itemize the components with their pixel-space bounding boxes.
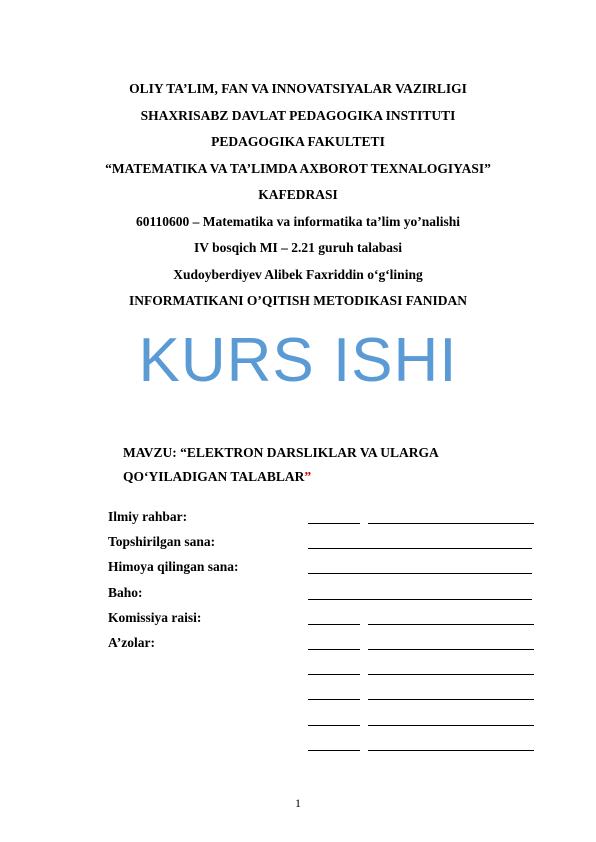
institute-name: SHAXRISABZ DAVLAT PEDAGOGIKA INSTITUTI	[140, 107, 456, 123]
student-name: Xudoyberdiyev Alibek Faxriddin o‘g‘lining	[173, 266, 423, 282]
department-label: KAFEDRASI	[258, 187, 338, 202]
signature-line	[308, 674, 360, 675]
signature-line	[308, 699, 360, 700]
topic-closing-quote: ”	[304, 469, 312, 484]
field-row	[108, 507, 548, 532]
department-name: “MATEMATIKA VA TA’LIMDA AXBOROT TEXNALOGIYASI”	[105, 160, 491, 176]
field-label: Topshirilgan sana:	[108, 534, 216, 550]
field-row	[108, 532, 548, 557]
topic-line-2-text: QO‘YILADIGAN TALABLAR	[123, 469, 305, 484]
field-row	[108, 734, 548, 759]
page-number: 1	[295, 796, 301, 810]
title-page-header	[0, 76, 596, 315]
field-label: Baho:	[108, 584, 143, 600]
topic-line-1: MAVZU: “ELEKTRON DARSLIKLAR VA ULARGA	[123, 445, 439, 460]
field-row	[108, 658, 548, 683]
name-line	[368, 674, 534, 675]
subject-name: INFORMATIKANI O’QITISH METODIKASI FANIDAN	[129, 293, 467, 308]
name-line	[368, 699, 534, 700]
signature-line	[308, 725, 360, 726]
field-row	[108, 608, 548, 633]
program-direction: 60110600 – Matematika va informatika ta’lim yo’nalishi	[136, 213, 460, 229]
signature-line	[308, 523, 360, 524]
name-line	[368, 523, 534, 524]
field-row	[108, 557, 548, 582]
field-label: Ilmiy rahbar:	[108, 509, 188, 524]
name-line	[368, 649, 534, 650]
field-row	[108, 633, 548, 658]
name-line	[368, 725, 534, 726]
name-line	[368, 624, 534, 625]
name-line	[368, 750, 534, 751]
field-label: A’zolar:	[108, 634, 155, 650]
topic-line-2	[123, 465, 439, 489]
field-label: Himoya qilingan sana:	[108, 559, 239, 575]
faculty-name: PEDAGOGIKA FAKULTETI	[211, 134, 385, 149]
signature-line	[308, 624, 360, 625]
field-row	[108, 583, 548, 608]
fill-line	[308, 599, 532, 600]
signature-line	[308, 750, 360, 751]
document-title: KURS ISHI	[138, 326, 458, 395]
signature-fields	[108, 507, 548, 759]
fill-line	[308, 548, 532, 549]
fill-line	[308, 573, 532, 574]
topic-block	[123, 441, 439, 489]
ministry-name: OLIY TA’LIM, FAN VA INNOVATSIYALAR VAZIRLIGI	[129, 81, 467, 96]
signature-line	[308, 649, 360, 650]
student-group: IV bosqich MI – 2.21 guruh talabasi	[194, 240, 402, 255]
field-label: Komissiya raisi:	[108, 609, 202, 625]
field-row	[108, 709, 548, 734]
field-row	[108, 683, 548, 708]
